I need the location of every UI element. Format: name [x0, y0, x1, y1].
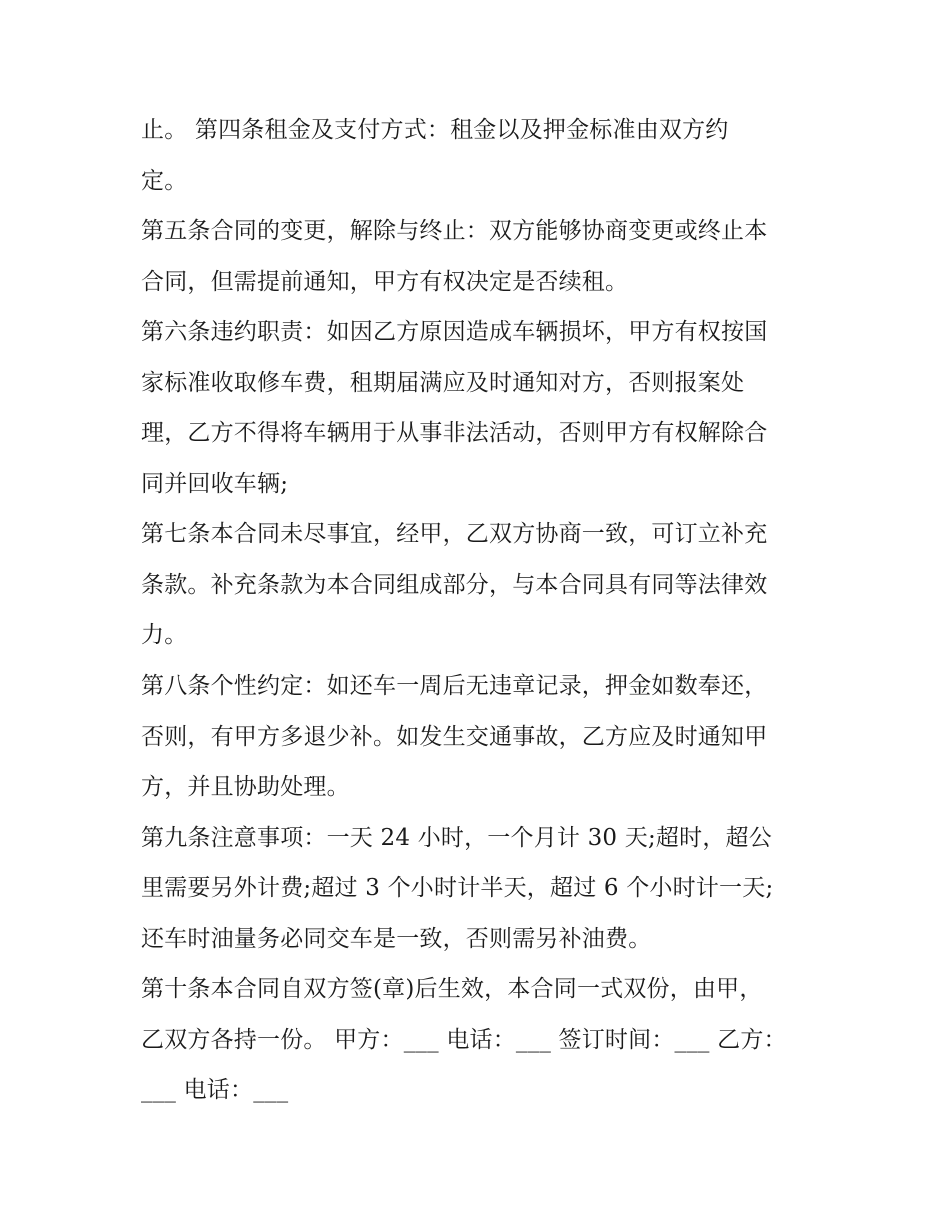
text-line: 第十条本合同自双方签(章)后生效，本合同一式双份，由甲，	[141, 976, 763, 1002]
text-line: 定。	[141, 168, 188, 194]
text-line: 乙双方各持一份。 甲方：___ 电话：___ 签订时间：___ 乙方：	[141, 1027, 787, 1053]
text-line: 里需要另外计费;超过 3 个小时计半天，超过 6 个小时计一天;	[141, 875, 774, 901]
text-line: 家标准收取修车费，租期届满应及时通知对方，否则报案处	[141, 370, 745, 396]
text-line: 第八条个性约定：如还车一周后无违章记录，押金如数奉还，	[141, 673, 768, 699]
text-line: 方，并且协助处理。	[141, 774, 350, 800]
text-line: 第六条违约职责：如因乙方原因造成车辆损坏，甲方有权按国	[141, 319, 768, 345]
text-line: 第五条合同的变更，解除与终止：双方能够协商变更或终止本	[141, 218, 768, 244]
text-line: 同并回收车辆;	[141, 471, 289, 497]
text-line: 还车时油量务必同交车是一致，否则需另补油费。	[141, 926, 652, 952]
text-line: 第七条本合同未尽事宜，经甲，乙双方协商一致，可订立补充	[141, 521, 768, 547]
text-line: 合同，但需提前通知，甲方有权决定是否续租。	[141, 269, 629, 295]
text-line: ___ 电话：___	[141, 1077, 289, 1103]
text-line: 第九条注意事项：一天 24 小时，一个月计 30 天;超时，超公	[141, 825, 772, 851]
text-line: 理，乙方不得将车辆用于从事非法活动，否则甲方有权解除合	[141, 420, 768, 446]
text-line: 条款。补充条款为本合同组成部分，与本合同具有同等法律效	[141, 572, 768, 598]
text-line: 止。 第四条租金及支付方式：租金以及押金标准由双方约	[141, 117, 729, 143]
text-line: 否则，有甲方多退少补。如发生交通事故，乙方应及时通知甲	[141, 724, 768, 750]
text-line: 力。	[141, 622, 188, 648]
